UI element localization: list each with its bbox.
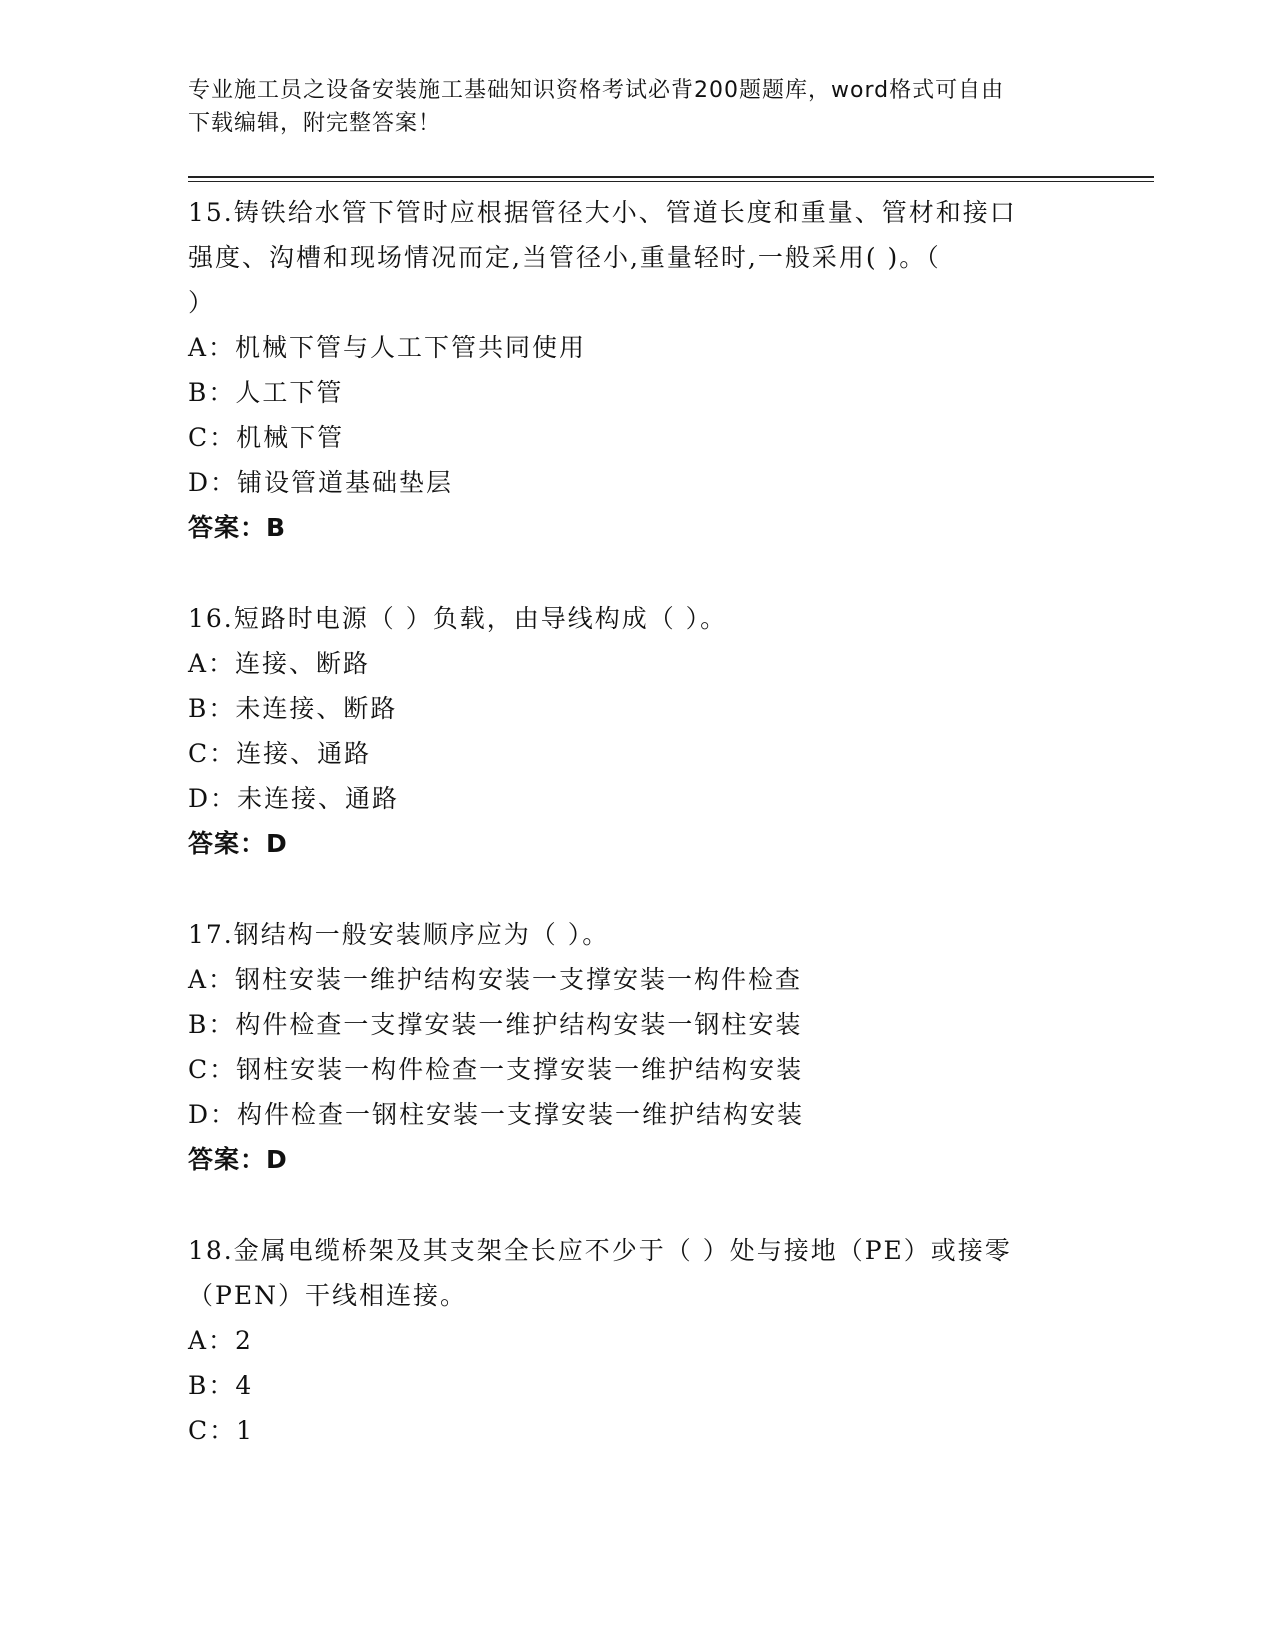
option-c: C：钢柱安装一构件检查一支撑安装一维护结构安装 (188, 1055, 804, 1084)
question-17 (188, 912, 1108, 1182)
option-b: B：未连接、断路 (188, 694, 398, 723)
question-stem (188, 1228, 1108, 1318)
option-c: C：1 (188, 1416, 255, 1445)
header-line-1: 专业施工员之设备安装施工基础知识资格考试必背200题题库，word格式可自由 (188, 78, 1005, 103)
option-d: D：构件检查一钢柱安装一支撑安装一维护结构安装 (188, 1100, 805, 1129)
question-stem (188, 190, 1108, 325)
option-b: B：构件检查一支撑安装一维护结构安装一钢柱安装 (188, 1010, 803, 1039)
question-stem (188, 912, 1108, 957)
answer: 答案：D (188, 1145, 288, 1174)
question-stem (188, 596, 1108, 641)
question-stem-line: 15.铸铁给水管下管时应根据管径大小、管道长度和重量、管材和接口 (188, 198, 1017, 227)
header-line-2: 下载编辑，附完整答案！ (188, 111, 442, 136)
option-b: B：4 (188, 1371, 254, 1400)
question-stem-line: 17.钢结构一般安装顺序应为（ ）。 (188, 920, 610, 949)
question-18 (188, 1228, 1108, 1453)
question-stem-line: 强度、沟槽和现场情况而定,当管径小,重量轻时,一般采用( )。（ (188, 243, 941, 272)
question-15 (188, 190, 1108, 550)
option-d: D：未连接、通路 (188, 784, 400, 813)
question-16 (188, 596, 1108, 866)
header-divider-thin (188, 181, 1154, 182)
option-c: C：机械下管 (188, 423, 345, 452)
header-divider-thick (188, 176, 1154, 178)
option-a: A：机械下管与人工下管共同使用 (188, 333, 587, 362)
question-stem-line: 18.金属电缆桥架及其支架全长应不少于（ ）处与接地（PE）或接零 (188, 1236, 1012, 1265)
answer: 答案：D (188, 829, 288, 858)
question-stem-line: ） (188, 288, 216, 317)
question-stem-line: （PEN）干线相连接。 (188, 1281, 467, 1310)
question-list (188, 190, 1108, 1499)
option-a: A：钢柱安装一维护结构安装一支撑安装一构件检查 (188, 965, 803, 994)
option-a: A：2 (188, 1326, 253, 1355)
answer: 答案：B (188, 513, 287, 542)
option-c: C：连接、通路 (188, 739, 372, 768)
option-b: B：人工下管 (188, 378, 344, 407)
option-d: D：铺设管道基础垫层 (188, 468, 454, 497)
document-header (188, 74, 1088, 140)
option-a: A：连接、断路 (188, 649, 371, 678)
question-stem-line: 16.短路时电源（ ）负载，由导线构成（ ）。 (188, 604, 728, 633)
